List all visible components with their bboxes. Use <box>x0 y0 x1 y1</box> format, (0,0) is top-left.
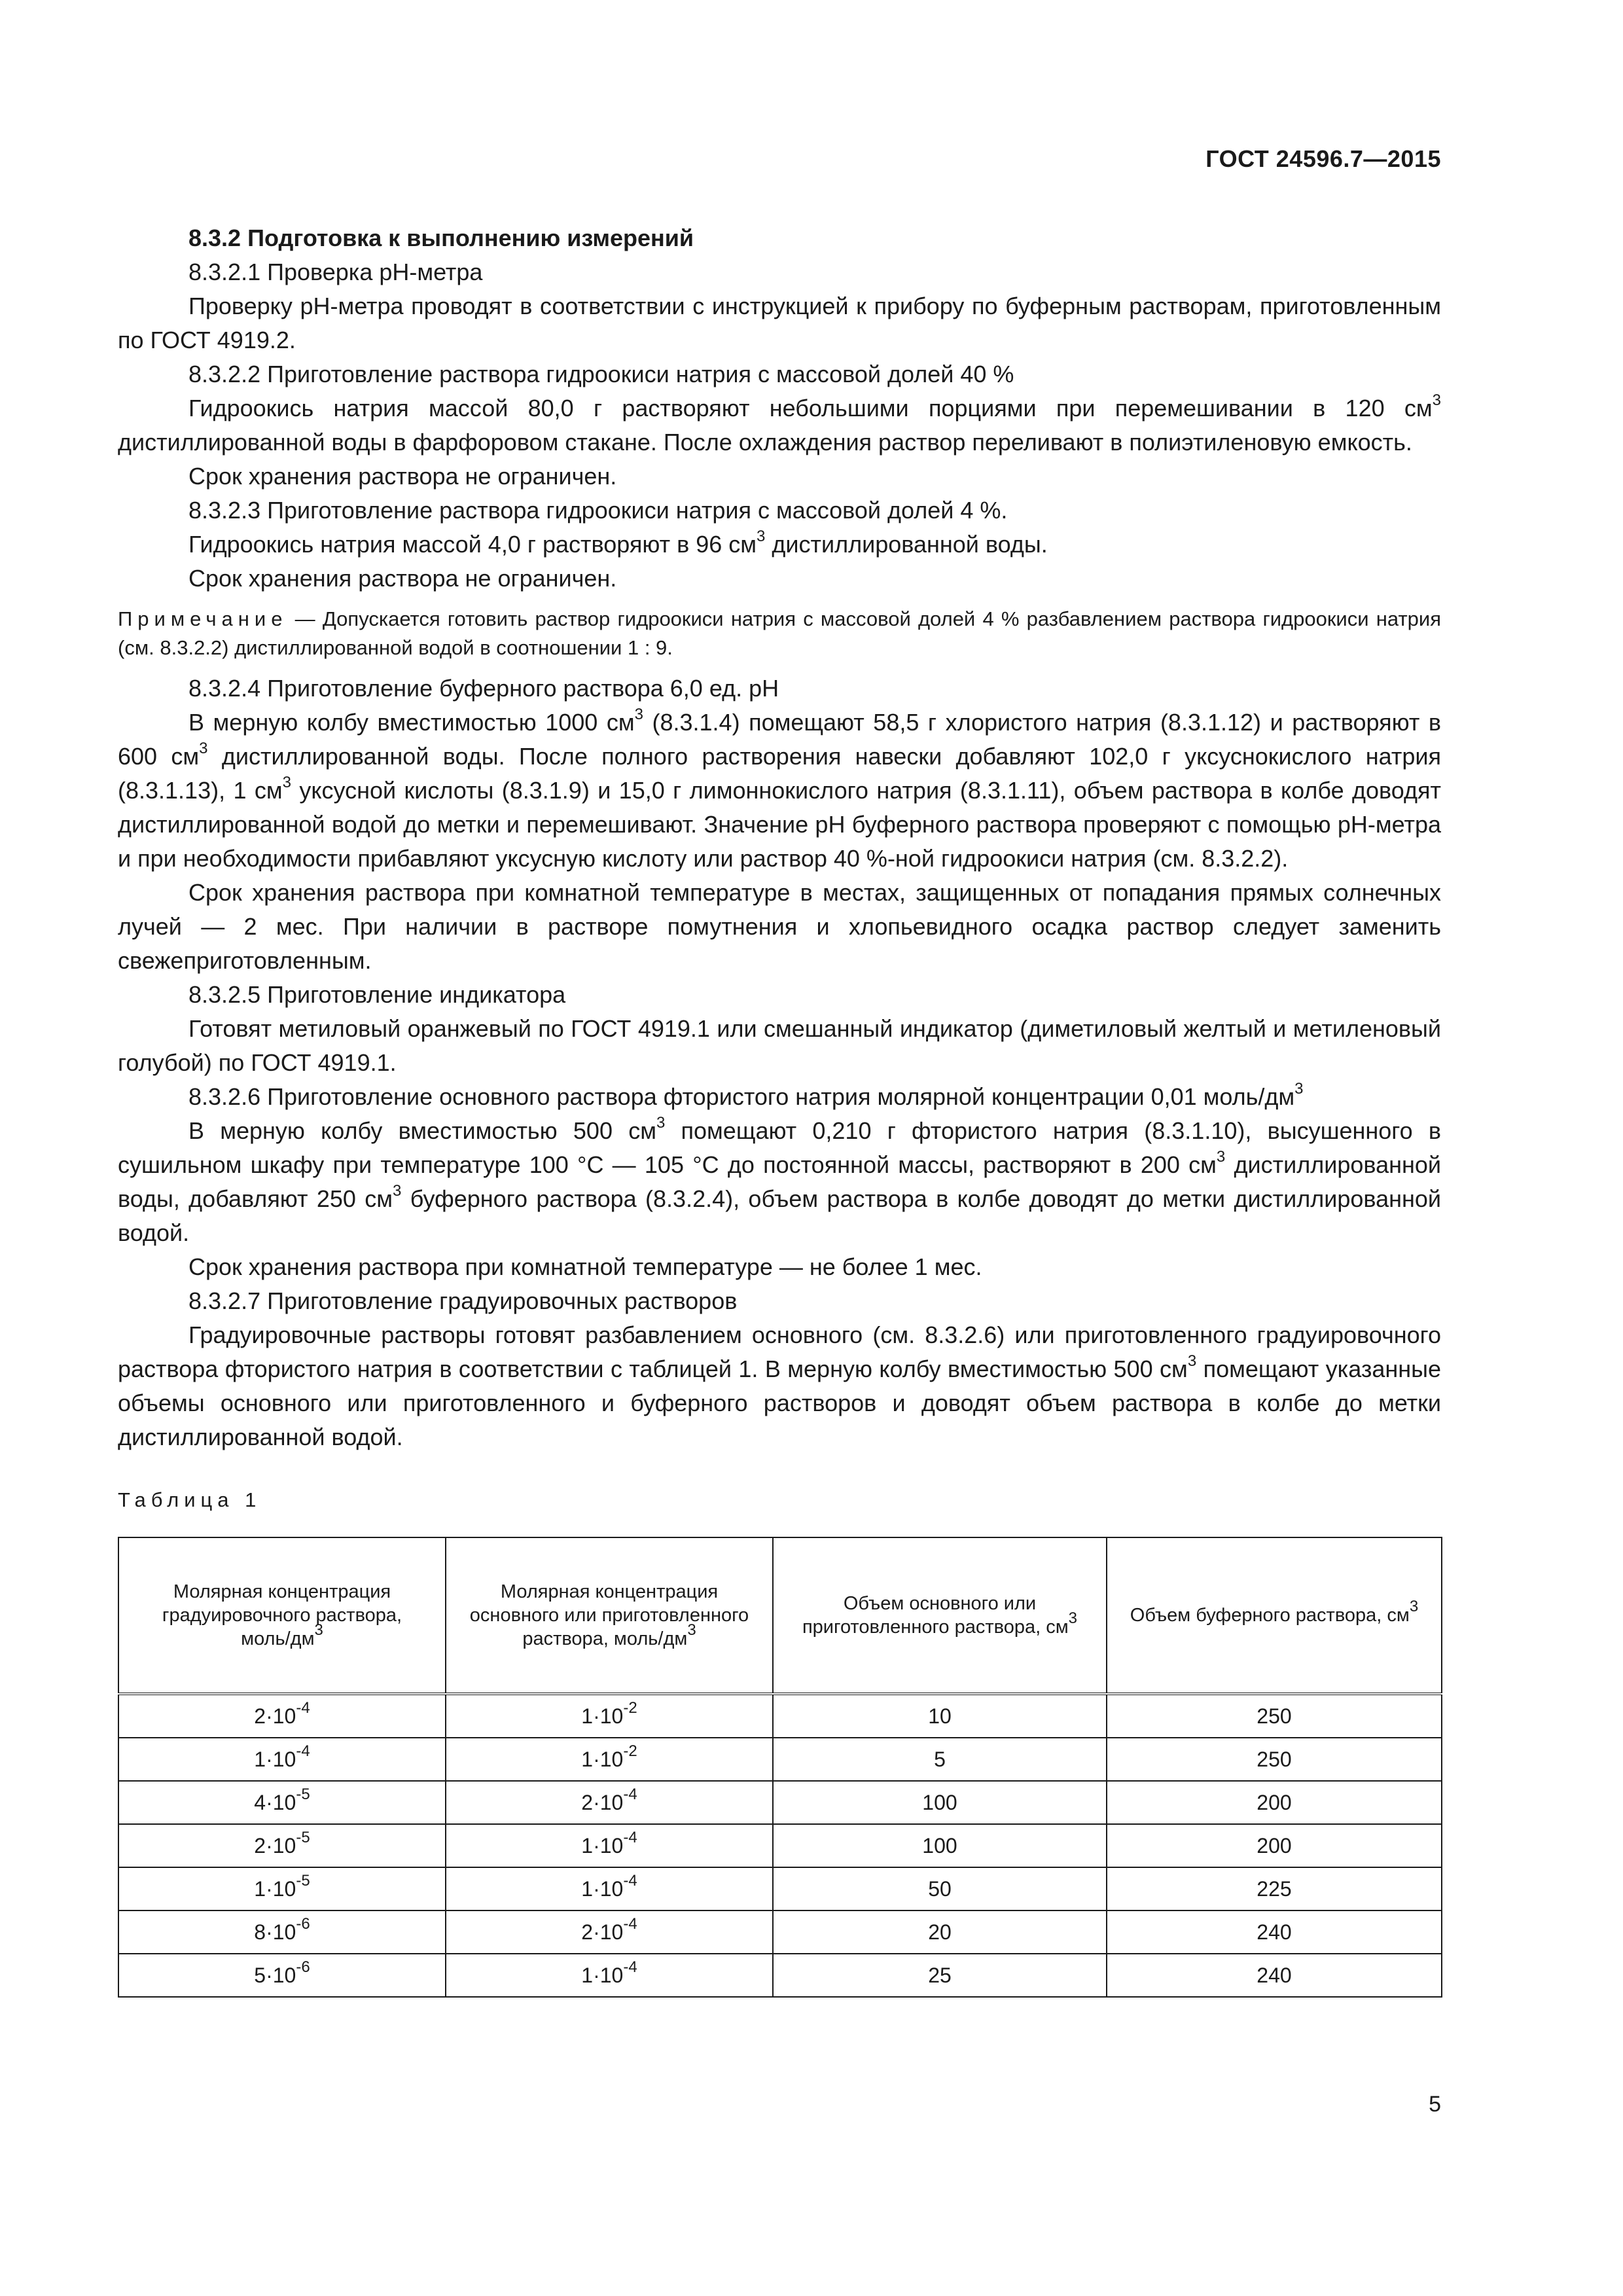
table-cell: 240 <box>1107 1910 1442 1954</box>
header-text: Объем основного или приготовленного раствора, см <box>802 1593 1069 1638</box>
cell-exponent: -4 <box>623 1785 637 1804</box>
table-cell <box>446 1824 773 1867</box>
table-cell: 25 <box>773 1954 1107 1997</box>
table-row <box>118 1867 1442 1910</box>
cell-exponent: -4 <box>296 1699 310 1717</box>
cell-exponent: -6 <box>296 1958 310 1977</box>
table-cell <box>118 1738 446 1781</box>
superscript: 3 <box>687 1621 696 1640</box>
text-fragment: В мерную колбу вместимостью 500 см <box>188 1117 656 1144</box>
paragraph-calibration <box>118 1318 1441 1454</box>
standard-code-header: ГОСТ 24596.7—2015 <box>1205 145 1441 172</box>
table-cell: 225 <box>1107 1867 1442 1910</box>
table-cell <box>118 1910 446 1954</box>
text-fragment: помещают указанные объемы основного или приготовленного и буферного растворов и доводят объем раствора в колбе до метки дистиллированной водой. <box>118 1355 1441 1450</box>
superscript: 3 <box>634 706 643 723</box>
table-cell: 200 <box>1107 1781 1442 1824</box>
cell-exponent: -4 <box>623 1958 637 1977</box>
paragraph-buffer-preparation <box>118 706 1441 876</box>
subsection-heading-8-3-2-7: 8.3.2.7 Приготовление градуировочных растворов <box>188 1287 738 1314</box>
cell-mantissa: 1·10 <box>254 1748 296 1771</box>
text-fragment: В мерную колбу вместимостью 1000 см <box>188 709 635 736</box>
superscript: 3 <box>1432 391 1441 409</box>
cell-mantissa: 1·10 <box>581 1704 624 1728</box>
table-cell: 20 <box>773 1910 1107 1954</box>
table-cell: 5 <box>773 1738 1107 1781</box>
subsection-heading-8-3-2-2: 8.3.2.2 Приготовление раствора гидроокиси натрия с массовой долей 40 % <box>188 361 1014 387</box>
table-cell <box>446 1910 773 1954</box>
superscript: 3 <box>393 1182 402 1200</box>
paragraph-naoh-4 <box>118 528 1441 562</box>
table-header-cell <box>118 1537 446 1694</box>
superscript: 3 <box>1409 1598 1419 1616</box>
table-cell <box>446 1781 773 1824</box>
cell-exponent: -4 <box>623 1872 637 1890</box>
page-number: 5 <box>1429 2092 1441 2117</box>
table-cell: 250 <box>1107 1694 1442 1738</box>
cell-exponent: -5 <box>296 1872 310 1890</box>
table-cell: 250 <box>1107 1738 1442 1781</box>
superscript: 3 <box>757 528 766 545</box>
paragraph-ph-check: Проверку pH-метра проводят в соответствии с инструкцией к прибору по буферным растворам, приготовленным по ГОСТ 4919.2. <box>118 293 1441 353</box>
table-cell: 100 <box>773 1824 1107 1867</box>
text-fragment: (8.3.1.4) помещают 58,5 г хлористого натрия (8.3.1.12) и растворяют в 600 см <box>118 709 1441 770</box>
text-fragment: уксусной кислоты (8.3.1.9) и 15,0 г лимоннокислого натрия (8.3.1.11), объем раствора в колбе доводят дистиллированной водой до метки и перемешивают. Значение pH буферного раствора проверяют с помощью pH-метра и при необходимости прибавляют уксусную кислоту или раствор 40 %-ной гидроокиси натрия (см. 8.3.2.2). <box>118 777 1441 872</box>
paragraph-naoh-40 <box>118 391 1441 459</box>
cell-exponent: -2 <box>623 1742 637 1761</box>
paragraph-fluoride-storage: Срок хранения раствора при комнатной температуре — не более 1 мес. <box>188 1253 982 1280</box>
table-header-cell <box>773 1537 1107 1694</box>
table-cell <box>118 1954 446 1997</box>
text-fragment: Гидроокись натрия массой 4,0 г растворяют в 96 см <box>188 531 757 558</box>
table-row <box>118 1781 1442 1824</box>
table-cell <box>118 1824 446 1867</box>
table-cell <box>446 1694 773 1738</box>
table-cell: 240 <box>1107 1954 1442 1997</box>
table-cell <box>118 1694 446 1738</box>
cell-exponent: -5 <box>296 1829 310 1847</box>
table-cell: 100 <box>773 1781 1107 1824</box>
cell-exponent: -2 <box>623 1699 637 1717</box>
table-cell <box>446 1954 773 1997</box>
paragraph-fluoride-stock <box>118 1114 1441 1250</box>
header-text: Объем буферного раствора, см <box>1130 1605 1410 1626</box>
table-header-cell <box>1107 1537 1442 1694</box>
superscript: 3 <box>1068 1609 1078 1628</box>
cell-mantissa: 2·10 <box>254 1704 296 1728</box>
text-fragment: Градуировочные растворы готовят разбавлением основного (см. 8.3.2.6) или приготовленного градуировочного раствора фтористого натрия в соответствии с таблицей 1. В мерную колбу вместимостью 500 см <box>118 1321 1441 1382</box>
cell-exponent: -4 <box>623 1829 637 1847</box>
cell-mantissa: 2·10 <box>581 1791 624 1814</box>
subsection-heading-8-3-2-5: 8.3.2.5 Приготовление индикатора <box>188 981 566 1008</box>
table-cell <box>118 1781 446 1824</box>
subsection-heading-8-3-2-1: 8.3.2.1 Проверка pH-метра <box>188 259 483 285</box>
table-cell: 50 <box>773 1867 1107 1910</box>
subsection-heading-8-3-2-4: 8.3.2.4 Приготовление буферного раствора 6,0 ед. pH <box>188 675 779 702</box>
table-cell: 10 <box>773 1694 1107 1738</box>
cell-mantissa: 1·10 <box>581 1748 624 1771</box>
superscript: 3 <box>1187 1352 1197 1370</box>
superscript: 3 <box>1216 1148 1226 1166</box>
text-fragment: буферного раствора (8.3.2.4), объем раствора в колбе доводят до метки дистиллированной водой. <box>118 1185 1441 1246</box>
text-fragment: Гидроокись натрия массой 80,0 г растворяют небольшими порциями при перемешивании в 120 см <box>188 395 1433 422</box>
text-fragment: 8.3.2.6 Приготовление основного раствора фтористого натрия молярной концентрации 0,01 моль/дм <box>188 1083 1295 1110</box>
document-body <box>118 221 1441 1998</box>
table-cell <box>446 1867 773 1910</box>
note-text: — Допускается готовить раствор гидроокиси натрия с массовой долей 4 % разбавлением раствора гидроокиси натрия (см. 8.3.2.2) дистиллированной водой в соотношении 1 : 9. <box>118 607 1441 659</box>
note-label: Примечание <box>118 607 288 630</box>
document-page <box>118 0 1441 2296</box>
paragraph-indicator: Готовят метиловый оранжевый по ГОСТ 4919.1 или смешанный индикатор (диметиловый желтый и метиленовый голубой) по ГОСТ 4919.1. <box>118 1015 1441 1076</box>
cell-mantissa: 8·10 <box>254 1920 296 1944</box>
text-fragment: дистиллированной воды в фарфоровом стакане. После охлаждения раствор переливают в полиэтиленовую емкость. <box>118 429 1412 456</box>
table-row <box>118 1910 1442 1954</box>
paragraph-buffer-storage: Срок хранения раствора при комнатной температуре в местах, защищенных от попадания прямых солнечных лучей — 2 мес. При наличии в растворе помутнения и хлопьевидного осадка раствор следует заменить свежеприготовленным. <box>118 879 1441 974</box>
table-row <box>118 1824 1442 1867</box>
cell-mantissa: 1·10 <box>581 1964 624 1987</box>
text-fragment: дистиллированной воды. <box>765 531 1048 558</box>
paragraph-storage: Срок хранения раствора не ограничен. <box>188 463 617 490</box>
superscript: 3 <box>282 774 291 791</box>
table-row <box>118 1954 1442 1997</box>
table-header-cell <box>446 1537 773 1694</box>
table-row <box>118 1738 1442 1781</box>
superscript: 3 <box>314 1621 323 1640</box>
cell-exponent: -4 <box>296 1742 310 1761</box>
cell-exponent: -5 <box>296 1785 310 1804</box>
table-caption: Таблица 1 <box>118 1488 262 1511</box>
cell-mantissa: 1·10 <box>581 1834 624 1857</box>
cell-mantissa: 2·10 <box>581 1920 624 1944</box>
subsection-heading-8-3-2-6 <box>118 1080 1441 1114</box>
cell-mantissa: 1·10 <box>581 1877 624 1901</box>
text-fragment: дистиллированной воды, добавляют 250 см <box>118 1151 1442 1212</box>
calibration-table <box>118 1537 1442 1998</box>
superscript: 3 <box>656 1114 666 1132</box>
cell-mantissa: 4·10 <box>254 1791 296 1814</box>
cell-exponent: -4 <box>623 1915 637 1933</box>
table-cell <box>118 1867 446 1910</box>
superscript: 3 <box>1294 1080 1304 1098</box>
paragraph-storage-2: Срок хранения раствора не ограничен. <box>188 565 617 592</box>
cell-mantissa: 1·10 <box>254 1877 296 1901</box>
superscript: 3 <box>199 740 208 757</box>
cell-mantissa: 2·10 <box>254 1834 296 1857</box>
cell-exponent: -6 <box>296 1915 310 1933</box>
text-fragment: дистиллированной воды. После полного растворения навески добавляют 102,0 г уксуснокислого натрия (8.3.1.13), 1 см <box>118 743 1441 804</box>
header-text: Молярная концентрация градуировочного раствора, моль/дм <box>162 1581 402 1649</box>
table-row <box>118 1694 1442 1738</box>
header-text: Молярная концентрация основного или приготовленного раствора, моль/дм <box>469 1581 749 1649</box>
table-cell <box>446 1738 773 1781</box>
table-cell: 200 <box>1107 1824 1442 1867</box>
note <box>118 605 1441 662</box>
text-fragment: помещают 0,210 г фтористого натрия (8.3.1.10), высушенного в сушильном шкафу при температуре 100 °С — 105 °С до постоянной массы, растворяют в 200 см <box>118 1117 1441 1178</box>
cell-mantissa: 5·10 <box>254 1964 296 1987</box>
subsection-heading-8-3-2-3: 8.3.2.3 Приготовление раствора гидроокиси натрия с массовой долей 4 %. <box>188 497 1008 524</box>
table-header-row <box>118 1537 1442 1694</box>
section-heading-8-3-2: 8.3.2 Подготовка к выполнению измерений <box>188 224 694 251</box>
